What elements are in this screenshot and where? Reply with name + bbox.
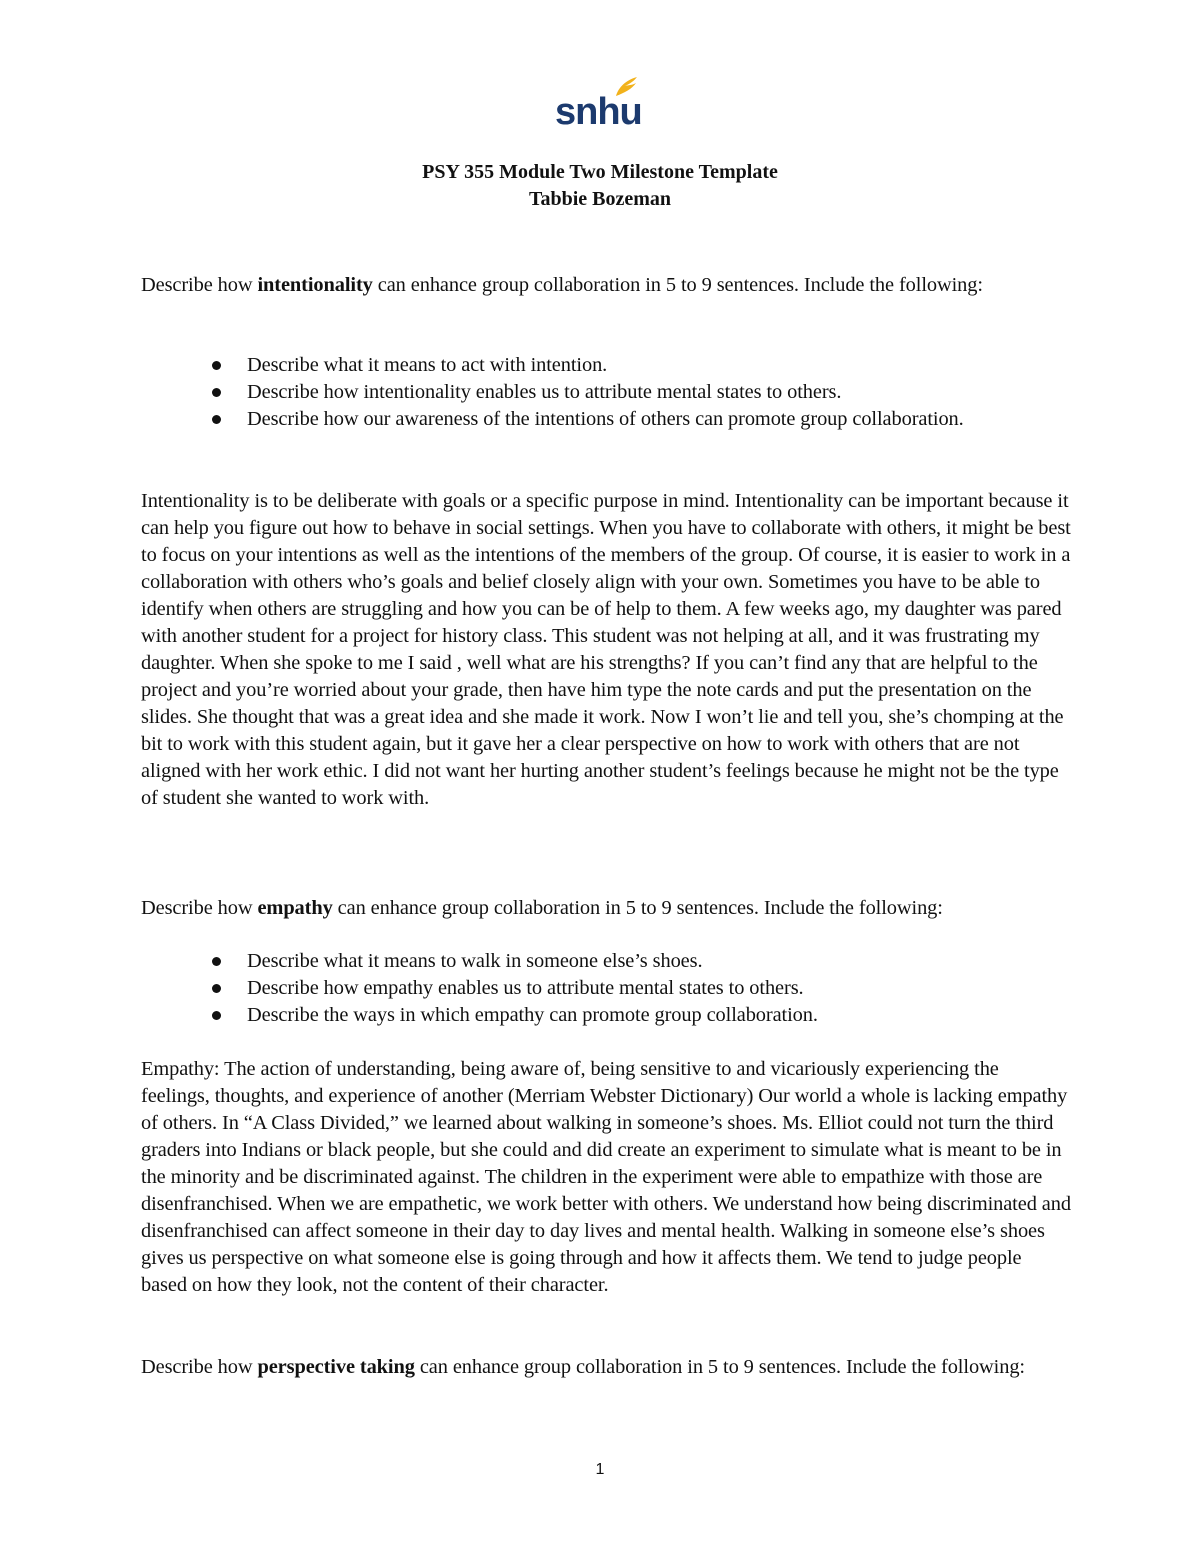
list-item: Describe what it means to walk in someone else’s shoes. (141, 948, 1071, 975)
bullet-icon (212, 1011, 221, 1020)
document-title: PSY 355 Module Two Milestone Template (422, 161, 778, 183)
bullets-intentionality (141, 352, 1071, 433)
snhu-logo (555, 74, 642, 133)
list-item: Describe how intentionality enables us to attribute mental states to others. (141, 379, 1071, 406)
keyword-intentionality: intentionality (257, 274, 373, 296)
prompt-intentionality: Describe how intentionality can enhance group collaboration in 5 to 9 sentences. Include the following: (141, 274, 983, 296)
page-number: 1 (595, 1461, 605, 1478)
bullets-empathy (141, 948, 1071, 1029)
bullet-icon (212, 984, 221, 993)
answer-text: Empathy: The action of understanding, being aware of, being sensitive to and vicariously experiencing the feelings, thoughts, and experience of another (Merriam Webster Dictionary) Our world a whole is lacking empathy of others. In “A Class Divided,” we learned about walking in someone’s shoes. Ms. Elliot could not turn the third graders into Indians or black people, but she could and did create an experiment to simulate what is meant to be in the minority and be discriminated against. The children in the experiment were able to empathize with those are disenfranchised. When we are empathetic, we work better with others. We understand how being discriminated and disenfranchised can affect someone in their day to day lives and mental health. Walking in someone else’s shoes gives us perspective on what someone else is going through and how it affects them. We tend to judge people based on how they look, not the content of their character. (141, 1058, 1071, 1296)
flame-icon (613, 74, 639, 100)
bullet-icon (212, 415, 221, 424)
bullet-icon (212, 388, 221, 397)
section-empathy (141, 895, 1071, 922)
list-item: Describe what it means to act with intention. (141, 352, 1071, 379)
bullet-icon (212, 361, 221, 370)
section-perspective-taking (141, 1354, 1071, 1381)
prompt-perspective-taking: Describe how perspective taking can enhance group collaboration in 5 to 9 sentences. Include the following: (141, 1356, 1025, 1378)
list-item: Describe how empathy enables us to attribute mental states to others. (141, 975, 1071, 1002)
prompt-empathy: Describe how empathy can enhance group collaboration in 5 to 9 sentences. Include the following: (141, 897, 943, 919)
answer-intentionality (141, 488, 1071, 812)
bullet-icon (212, 957, 221, 966)
keyword-empathy: empathy (257, 897, 333, 919)
answer-text: Intentionality is to be deliberate with goals or a specific purpose in mind. Intentionality can be important because it can help you figure out how to behave in social settings. When you have to collaborate with others, it might be best to focus on your intentions as well as the intentions of the members of the group. Of course, it is easier to work in a collaboration with others who’s goals and belief closely align with your own. Sometimes you have to be able to identify when others are struggling and how you can be of help to them. A few weeks ago, my daughter was pared with another student for a project for history class. This student was not helping at all, and it was frustrating my daughter. When she spoke to me I said , well what are his strengths? If you can’t find any that are helpful to the project and you’re worried about your grade, then have him type the note cards and put the presentation on the slides. She thought that was a great idea and she made it work. Now I won’t lie and tell you, she’s chomping at the bit to work with this student again, but it gave her a clear perspective on how to work with others that are not aligned with her work ethic. I did not want her hurting another student’s feelings because he might not be the type of student she wanted to work with. (141, 490, 1071, 809)
author-name: Tabbie Bozeman (528, 188, 672, 210)
answer-empathy (141, 1056, 1071, 1299)
section-intentionality (141, 272, 1071, 299)
list-item: Describe the ways in which empathy can promote group collaboration. (141, 1002, 1071, 1029)
list-item: Describe how our awareness of the intentions of others can promote group collaboration. (141, 406, 1071, 433)
keyword-perspective-taking: perspective taking (257, 1356, 415, 1378)
logo-wordmark: snhu (555, 91, 642, 133)
